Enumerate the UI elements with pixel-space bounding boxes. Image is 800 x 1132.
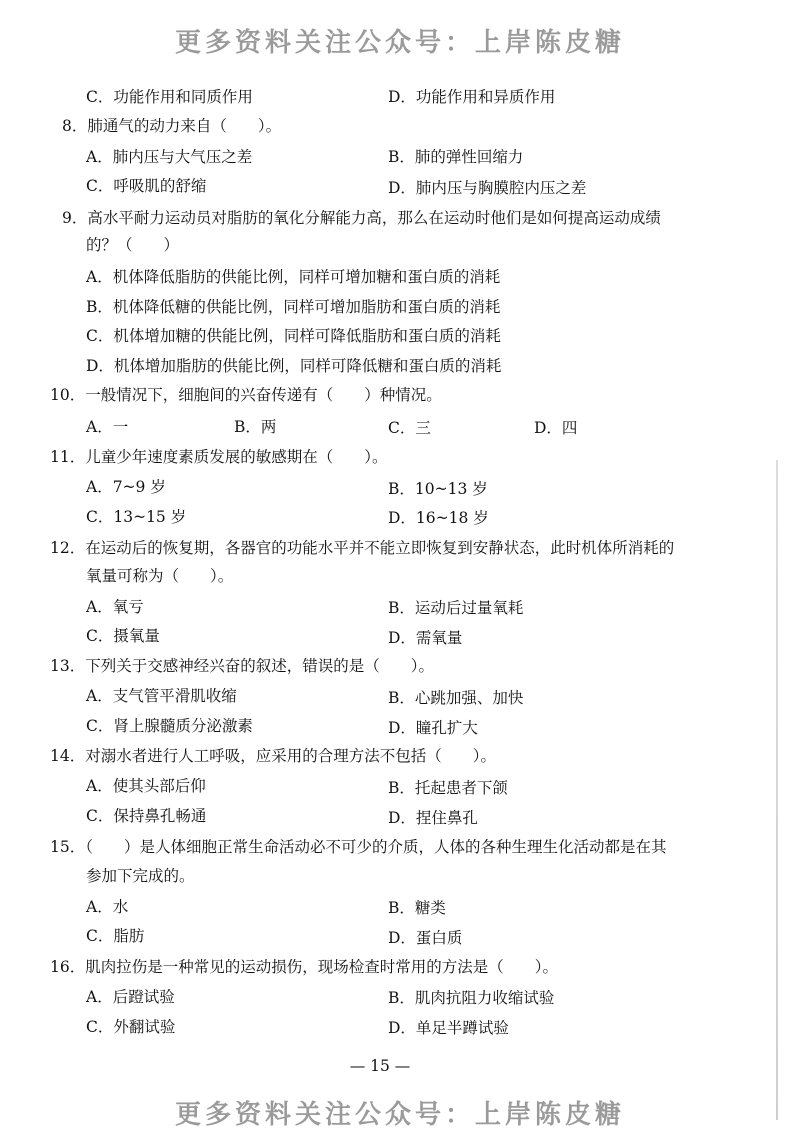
q14-option-b: B．托起患者下颌 xyxy=(388,779,508,797)
q10-stem: 10．一般情况下，细胞间的兴奋传递有（ ）种情况。 xyxy=(50,386,442,404)
q16-option-c: C．外翻试验 xyxy=(86,1018,176,1036)
q15-option-b: B．糖类 xyxy=(388,899,446,917)
q11-stem: 11．儿童少年速度素质发展的敏感期在（ ）。 xyxy=(50,448,388,466)
q10-option-b: B．两 xyxy=(234,418,277,436)
q9-option-b: B．机体降低糖的供能比例，同样可增加脂肪和蛋白质的消耗 xyxy=(86,298,501,316)
watermark-top: 更多资料关注公众号：上岸陈皮糖 xyxy=(174,28,625,58)
q13-stem: 13．下列关于交感神经兴奋的叙述，错误的是（ ）。 xyxy=(50,657,434,675)
q11-option-c: C．13~15 岁 xyxy=(86,508,187,526)
q13-option-d: D．瞳孔扩大 xyxy=(388,719,478,737)
q13-option-c: C．肾上腺髓质分泌激素 xyxy=(86,717,253,735)
q15-stem-line2: 参加下完成的。 xyxy=(86,867,195,885)
q11-option-a: A．7~9 岁 xyxy=(86,478,166,496)
q14-stem: 14．对溺水者进行人工呼吸，应采用的合理方法不包括（ ）。 xyxy=(50,747,496,765)
q8-option-c: C．呼吸肌的舒缩 xyxy=(86,177,207,195)
q12-stem-line2: 氧量可称为（ ）。 xyxy=(86,567,234,585)
q15-option-d: D．蛋白质 xyxy=(388,929,463,947)
q13-option-a: A．支气管平滑肌收缩 xyxy=(86,687,237,705)
q9-stem-line1: 9．高水平耐力运动员对脂肪的氧化分解能力高，那么在运动时他们是如何提高运动成绩 xyxy=(62,209,661,227)
q8-option-d: D．肺内压与胸膜腔内压之差 xyxy=(388,179,587,197)
q12-option-d: D．需氧量 xyxy=(388,629,463,647)
q9-stem-line2: 的？（ ） xyxy=(86,236,180,254)
q9-option-d: D．机体增加脂肪的供能比例，同样可降低糖和蛋白质的消耗 xyxy=(86,357,502,375)
q16-option-a: A．后蹬试验 xyxy=(86,988,175,1006)
q12-option-a: A．氧亏 xyxy=(86,598,144,616)
q10-option-a: A．一 xyxy=(86,418,129,436)
q14-option-c: C．保持鼻孔畅通 xyxy=(86,807,207,825)
q16-option-d: D．单足半蹲试验 xyxy=(388,1019,509,1037)
q8-stem: 8．肺通气的动力来自（ ）。 xyxy=(62,117,282,135)
q9-option-c: C．机体增加糖的供能比例，同样可降低脂肪和蛋白质的消耗 xyxy=(86,327,501,345)
watermark-bottom: 更多资料关注公众号：上岸陈皮糖 xyxy=(174,1100,625,1130)
q11-option-b: B．10~13 岁 xyxy=(388,480,488,498)
q15-option-a: A．水 xyxy=(86,898,129,916)
q8-option-a: A．肺内压与大气压之差 xyxy=(86,148,253,166)
prev-option-c: C．功能作用和同质作用 xyxy=(86,88,253,106)
q15-option-c: C．脂肪 xyxy=(86,927,145,945)
q10-option-d: D．四 xyxy=(534,419,578,437)
prev-option-d: D．功能作用和异质作用 xyxy=(388,88,556,106)
q14-option-a: A．使其头部后仰 xyxy=(86,777,206,795)
q15-stem-line1: 15．（ ）是人体细胞正常生命活动必不可少的介质，人体的各种生理生化活动都是在其 xyxy=(50,838,667,856)
q11-option-d: D．16~18 岁 xyxy=(388,509,489,527)
q10-option-c: C．三 xyxy=(388,419,431,437)
q16-stem: 16．肌肉拉伤是一种常见的运动损伤，现场检查时常用的方法是（ ）。 xyxy=(50,958,558,976)
q12-option-c: C．摄氧量 xyxy=(86,627,160,645)
scan-edge-line xyxy=(776,460,778,1120)
q9-option-a: A．机体降低脂肪的供能比例，同样可增加糖和蛋白质的消耗 xyxy=(86,268,501,286)
page-number: — 15 — xyxy=(349,1057,411,1075)
q8-option-b: B．肺的弹性回缩力 xyxy=(388,148,524,166)
q12-stem-line1: 12．在运动后的恢复期，各器官的功能水平并不能立即恢复到安静状态，此时机体所消耗的 xyxy=(50,539,675,557)
q16-option-b: B．肌肉抗阻力收缩试验 xyxy=(388,989,555,1007)
q12-option-b: B．运动后过量氧耗 xyxy=(388,599,524,617)
q14-option-d: D．捏住鼻孔 xyxy=(388,809,478,827)
q13-option-b: B．心跳加强、加快 xyxy=(388,689,524,707)
